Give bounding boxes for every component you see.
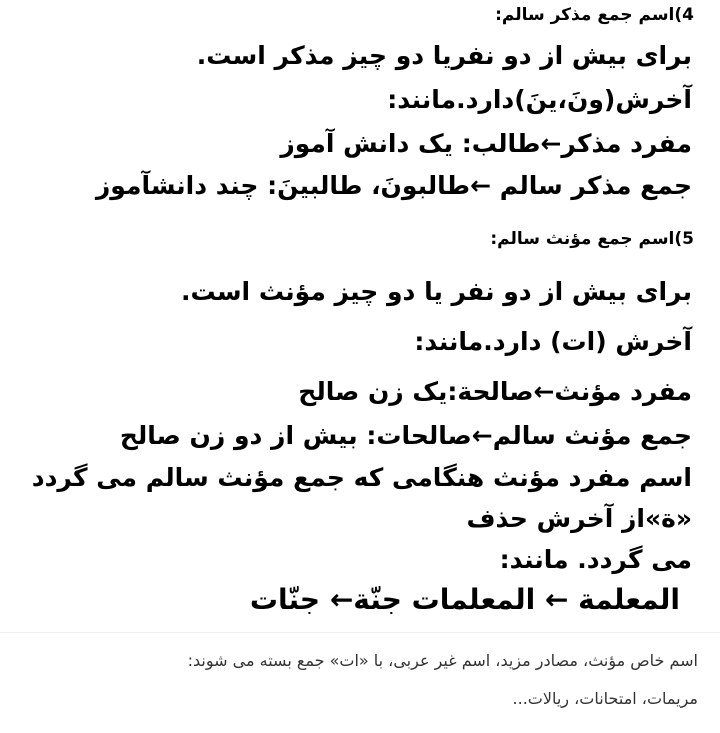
section-5-heading: 5)اسم جمع مؤنث سالم: — [490, 229, 694, 249]
section-5-singular-example: مفرد مؤنث←صالحة:یک زن صالح — [298, 377, 692, 406]
section-5-rule-line-3: می گردد. مانند: — [499, 545, 692, 574]
section-5-plural-example: جمع مؤنث سالم←صالحات: بیش از دو زن صالح — [119, 421, 692, 450]
section-5-ending-rule: آخرش (ات) دارد.مانند: — [414, 327, 692, 356]
divider — [0, 632, 720, 633]
footnote-line-2: مریمات، امتحانات، ریالات... — [512, 689, 698, 708]
footnote-line-1: اسم خاص مؤنث، مصادر مزید، اسم غیر عربی، با «ات» جمع بسته می شوند: — [187, 651, 698, 670]
section-5-rule-line-1: اسم مفرد مؤنث هنگامی که جمع مؤنث سالم می گردد — [31, 463, 692, 492]
section-4-ending-rule: آخرش(ونَ،ینَ)دارد.مانند: — [387, 85, 692, 114]
section-5-examples: المعلمة ← المعلمات جنّة← جنّات — [249, 583, 680, 616]
section-5-rule-line-2: «ة»از آخرش حذف — [466, 504, 692, 533]
section-4-definition: برای بیش از دو نفریا دو چیز مذکر است. — [196, 41, 692, 70]
section-4-singular-example: مفرد مذکر←طالب: یک دانش آموز — [280, 129, 692, 158]
section-4-heading: 4)اسم جمع مذکر سالم: — [495, 5, 694, 25]
section-5-definition: برای بیش از دو نفر یا دو چیز مؤنث است. — [181, 277, 692, 306]
section-4-plural-example: جمع مذکر سالم ←طالبونَ، طالبینَ: چند دانشآموز — [95, 171, 692, 200]
